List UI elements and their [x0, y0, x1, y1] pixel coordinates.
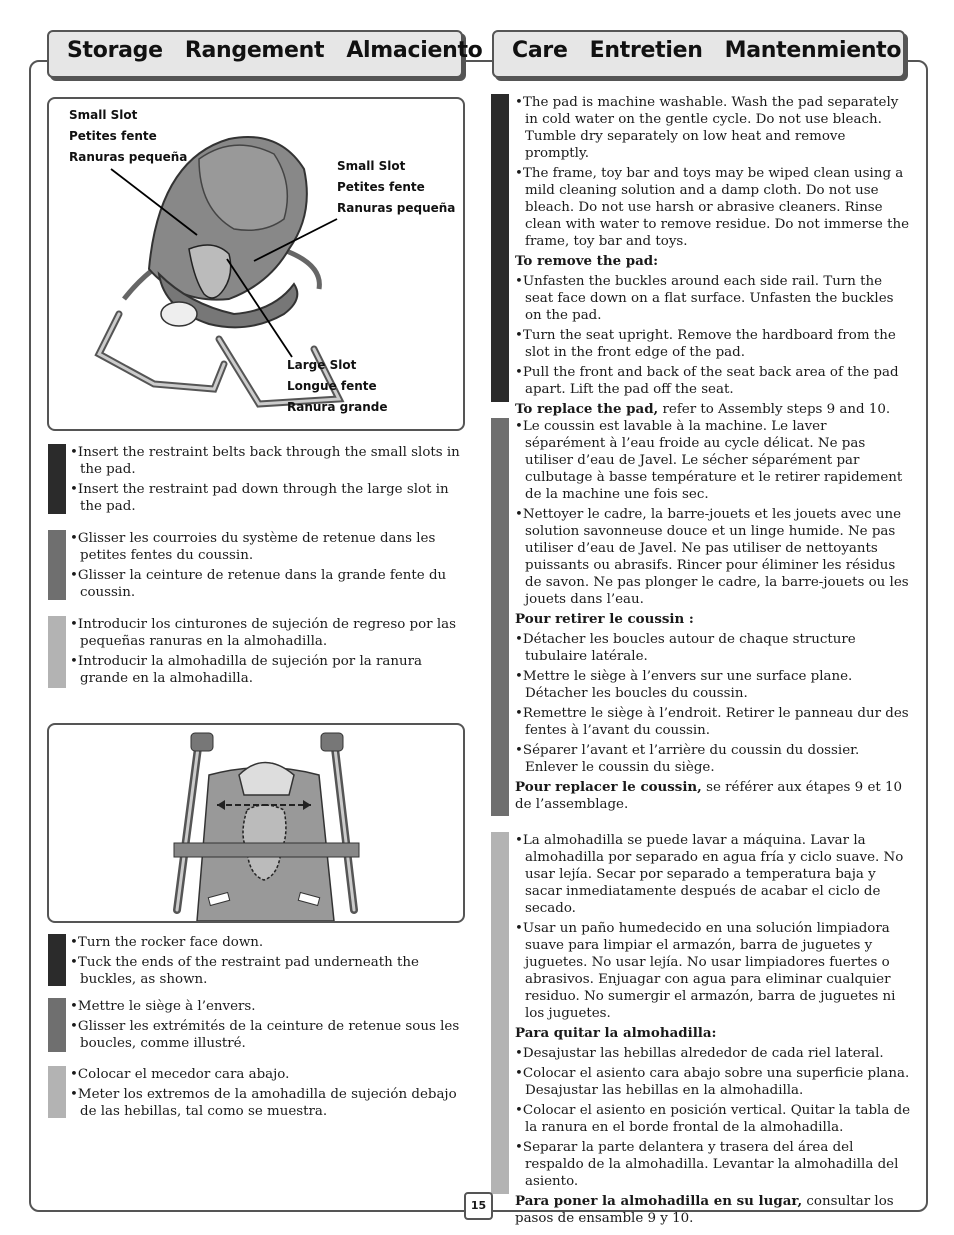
storage2-spanish-block: [48, 1066, 462, 1118]
list-item: •Turn the seat upright. Remove the hardboard from the slot in the front edge of the pad.: [515, 328, 896, 360]
storage-title: Storage Rangement Almaciento: [67, 38, 483, 63]
list-item: •Tuck the ends of the restraint pad underneath the buckles, as shown.: [70, 955, 419, 987]
care-french-block: [491, 418, 911, 816]
care-spanish-block: [491, 832, 911, 1226]
storage-spanish-block: [48, 616, 462, 688]
care-header: [492, 30, 905, 78]
small-slot-label-right: [337, 156, 455, 219]
list-item: •Insert the restraint belts back through the small slots in the pad.: [70, 445, 460, 477]
storage-figure-face-down: [47, 723, 465, 923]
list-item: •La almohadilla se puede lavar a máquina. Lavar la almohadilla por separado en agua fría y ciclo suave. No usar lejía. Secar por separado a temperatura baja y sacar inmediatamente después de acabar el ciclo de secado.: [515, 833, 904, 916]
care-title: Care Entretien Mantenmiento: [512, 38, 902, 63]
large-slot-fr: Longue fente: [287, 379, 377, 393]
list-item: •The pad is machine washable. Wash the pad separately in cold water on the gentle cycle. Do not use bleach. Tumble dry separately on low heat and remove promptly.: [515, 95, 899, 161]
list-item: •Glisser les extrémités de la ceinture de retenue sous les boucles, comme illustré.: [70, 1019, 460, 1051]
language-bar-english: [48, 444, 66, 514]
list-item: •The frame, toy bar and toys may be wiped clean using a mild cleaning solution and a damp cloth. Do not use bleach. Do not use harsh or abrasive cleaners. Rinse clean with water to remove residue. Do not immerse the frame, toy bar and toys.: [515, 166, 909, 249]
list-item: •Introducir los cinturones de sujeción de regreso por las pequeñas ranuras en la almohadilla.: [70, 617, 456, 649]
large-slot-en: Large Slot: [287, 358, 357, 372]
list-item: •Pull the front and back of the seat back area of the pad apart. Lift the pad off the seat.: [515, 365, 899, 397]
list-item: •Mettre le siège à l’envers.: [70, 999, 256, 1014]
list-item: •Colocar el asiento cara abajo sobre una superficie plana. Desajustar las hebillas en la almohadilla.: [515, 1066, 910, 1098]
storage-english-block: [48, 444, 462, 514]
list-item: •Usar un paño humedecido en una solución limpiadora suave para limpiar el armazón, barra de juguetes y juguetes. No usar lejía. No usar limpiadores fuertes o abrasivos. Enjuagar con agua para eliminar cualquier residuo. No sumergir el armazón, barra de juguetes ni los juguetes.: [515, 921, 896, 1021]
replace-heading: To replace the pad,: [515, 401, 659, 417]
replace-note: [515, 1193, 911, 1227]
list-item: •Insert the restraint pad down through the large slot in the pad.: [70, 482, 449, 514]
small-slot-en: Small Slot: [337, 159, 406, 173]
list-item: •Desajustar las hebillas alrededor de cada riel lateral.: [515, 1046, 884, 1061]
list-item: •Colocar el asiento en posición vertical. Quitar la tabla de la ranura en el borde frontal de la almohadilla.: [515, 1103, 911, 1135]
large-slot-label: [287, 355, 388, 418]
storage-french-block: [48, 530, 462, 600]
list-item: •Mettre le siège à l’envers sur une surface plane. Détacher les boucles du coussin.: [515, 669, 853, 701]
storage-figure-slots: [47, 97, 465, 431]
section-heading: To remove the pad:: [515, 253, 659, 269]
replace-text: se référer aux étapes 9 et 10 de l’assemblage.: [515, 780, 903, 812]
list-item: •Séparer l’avant et l’arrière du coussin du dossier. Enlever le coussin du siège.: [515, 743, 860, 775]
list-item: •Glisser les courroies du système de retenue dans les petites fentes du coussin.: [70, 531, 436, 563]
replace-heading: Para poner la almohadilla en su lugar,: [515, 1193, 803, 1209]
list-item: •Introducir la almohadilla de sujeción por la ranura grande en la almohadilla.: [70, 654, 422, 686]
list-item: •Turn the rocker face down.: [70, 935, 264, 950]
language-bar-english: [491, 94, 509, 402]
replace-text: consultar los pasos de ensamble 9 y 10.: [515, 1194, 894, 1226]
replace-note: [515, 779, 911, 813]
page-number: 15: [464, 1192, 493, 1220]
small-slot-es: Ranuras pequeña: [337, 201, 456, 215]
large-slot-es: Ranura grande: [287, 400, 388, 414]
language-bar-french: [491, 418, 509, 816]
replace-note: [515, 401, 911, 418]
list-item: •Détacher les boucles autour de chaque structure tubulaire latérale.: [515, 632, 856, 664]
care-english-block: [491, 94, 911, 417]
language-bar-french: [48, 998, 66, 1052]
small-slot-fr: Petites fente: [337, 180, 425, 194]
small-slot-es: Ranuras pequeña: [69, 150, 188, 164]
rocker-face-down-illustration: [49, 725, 463, 921]
language-bar-english: [48, 934, 66, 986]
list-item: •Glisser la ceinture de retenue dans la grande fente du coussin.: [70, 568, 447, 600]
list-item: •Meter los extremos de la amohadilla de sujeción debajo de las hebillas, tal como se muestra.: [70, 1087, 457, 1119]
small-slot-label-left: [69, 105, 187, 168]
small-slot-fr: Petites fente: [69, 129, 157, 143]
storage2-english-block: [48, 934, 462, 986]
storage-header: [47, 30, 483, 78]
language-bar-spanish: [48, 616, 66, 688]
list-item: •Separar la parte delantera y trasera del área del respaldo de la almohadilla. Levantar la almohadilla del asiento.: [515, 1140, 899, 1189]
language-bar-spanish: [491, 832, 509, 1194]
language-bar-french: [48, 530, 66, 600]
storage2-french-block: [48, 998, 462, 1052]
section-heading: Pour retirer le coussin :: [515, 611, 694, 627]
list-item: •Colocar el mecedor cara abajo.: [70, 1067, 290, 1082]
list-item: •Remettre le siège à l’endroit. Retirer le panneau dur des fentes à l’avant du coussin.: [515, 706, 909, 738]
replace-heading: Pour replacer le coussin,: [515, 779, 702, 795]
small-slot-en: Small Slot: [69, 108, 138, 122]
list-item: •Nettoyer le cadre, la barre-jouets et les jouets avec une solution savonneuse douce et un linge humide. Ne pas utiliser d’eau de Javel. Ne pas utiliser de nettoyants puissants ou abrasifs. Rincer pour éliminer les résidus de savon. Ne pas plonger le cadre, la barre-jouets ou les jouets dans l’eau.: [515, 507, 909, 607]
list-item: •Unfasten the buckles around each side rail. Turn the seat face down on a flat surface. Unfasten the buckles on the pad.: [515, 274, 894, 323]
replace-text: refer to Assembly steps 9 and 10.: [658, 402, 891, 417]
section-heading: Para quitar la almohadilla:: [515, 1025, 717, 1041]
language-bar-spanish: [48, 1066, 66, 1118]
list-item: •Le coussin est lavable à la machine. Le laver séparément à l’eau froide au cycle délicat. Ne pas utiliser d’eau de Javel. Le sécher séparément par culbutage à basse température et le retirer rapidement de la machine une fois sec.: [515, 419, 903, 502]
